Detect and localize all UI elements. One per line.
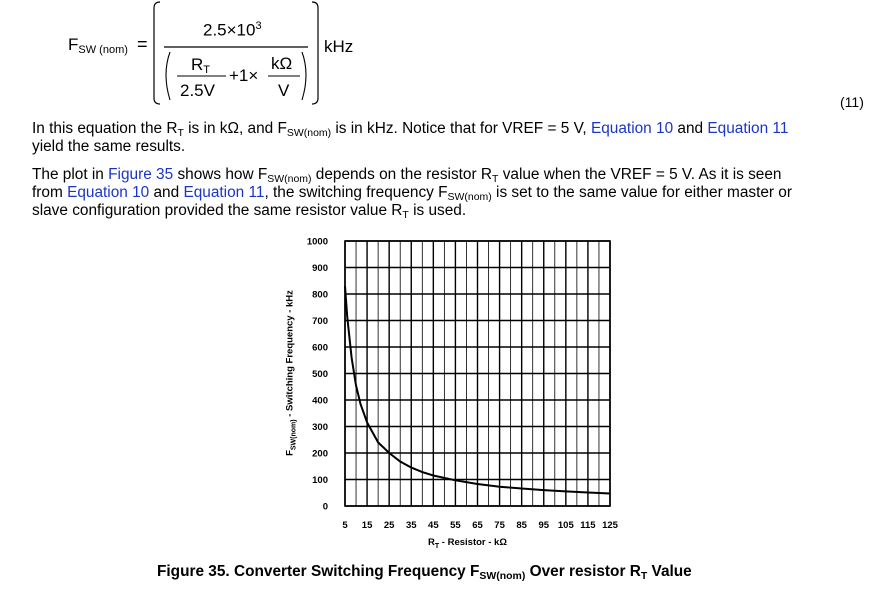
y-tick-label: 400 [312,395,328,407]
equation-equals: = [137,34,148,54]
chart-y-label: $F_{SW(nom)}$ - Switching Frequency - kHz [284,290,298,456]
equation-unit: kHz [324,37,354,56]
x-tick-label: 65 [472,520,483,531]
y-tick-label: 0 [322,501,328,513]
paragraph-2-line-2: from Equation 10 and Equation 11, the switching frequency $F_{SW(nom)}$ is set to the same value for either master or [32,184,792,203]
link-equation-11-b[interactable]: Equation 11 [183,184,265,201]
x-tick-label: 85 [516,520,527,531]
y-tick-label: 600 [312,342,328,354]
y-tick-label: 900 [312,263,328,274]
y-tick-label: 300 [312,422,328,433]
equation-unit-num: kΩ [271,54,293,73]
y-tick-label: 800 [312,289,328,301]
x-tick-label: 45 [428,520,439,531]
numerator-exponent: 3 [255,20,262,32]
x-tick-label: 115 [580,520,596,531]
link-equation-11[interactable]: Equation 11 [707,120,789,137]
rt-main: R [191,55,204,74]
x-tick-label: 15 [361,520,373,531]
x-tick-label: 35 [405,520,417,531]
link-figure-35[interactable]: Figure 35 [108,166,174,183]
x-tick-label: 75 [494,520,505,531]
rt-sub: T [203,64,211,76]
x-tick-label: 105 [557,520,574,531]
x-tick-label: 25 [383,520,395,531]
x-tick-label: 5 [342,520,348,531]
equation-unit-den: V [278,81,290,100]
y-tick-label: 1000 [306,236,328,248]
paragraph-2-line-1: The plot in Figure 35 shows how $F_{SW(nom)}$ depends on the resistor $R_T$ value when the VREF = 5 V. As it is seen [32,166,782,185]
x-tick-label: 55 [450,520,461,531]
figure-caption: Figure 35. Converter Switching Frequency $F_{SW(nom)}$ Over resistor $R_T$ Value [157,563,692,582]
paragraph-2-line-3: slave configuration provided the same resistor value $R_T$ is used. [32,202,467,221]
x-tick-label: 95 [538,520,550,531]
x-tick-label: 125 [602,520,618,531]
equation-rt-den: 2.5V [180,81,215,100]
equation-plus-one: +1× [229,66,259,85]
y-tick-label: 200 [312,448,328,460]
equation-lhs-main: F [68,35,79,54]
equation-lhs-sub: SW (nom) [78,44,128,56]
y-tick-label: 700 [312,316,328,327]
y-tick-label: 100 [312,475,328,486]
paragraph-1-line-2: yield the same results. [32,138,186,155]
link-equation-10-b[interactable]: Equation 10 [67,184,150,201]
y-tick-label: 500 [312,369,328,380]
link-equation-10[interactable]: Equation 10 [590,120,674,137]
chart-x-label: $R_T$ - Resistor - kΩ [428,537,507,550]
numerator-base: 2.5×10 [203,20,256,40]
equation-number: (11) [840,94,864,110]
paragraph-1-line-1: In this equation the $R_T$ is in kΩ, and $F_{SW(nom)}$ is in kHz. Notice that for VREF = 5 V, Equation 10 and Equation 11 [32,120,789,139]
